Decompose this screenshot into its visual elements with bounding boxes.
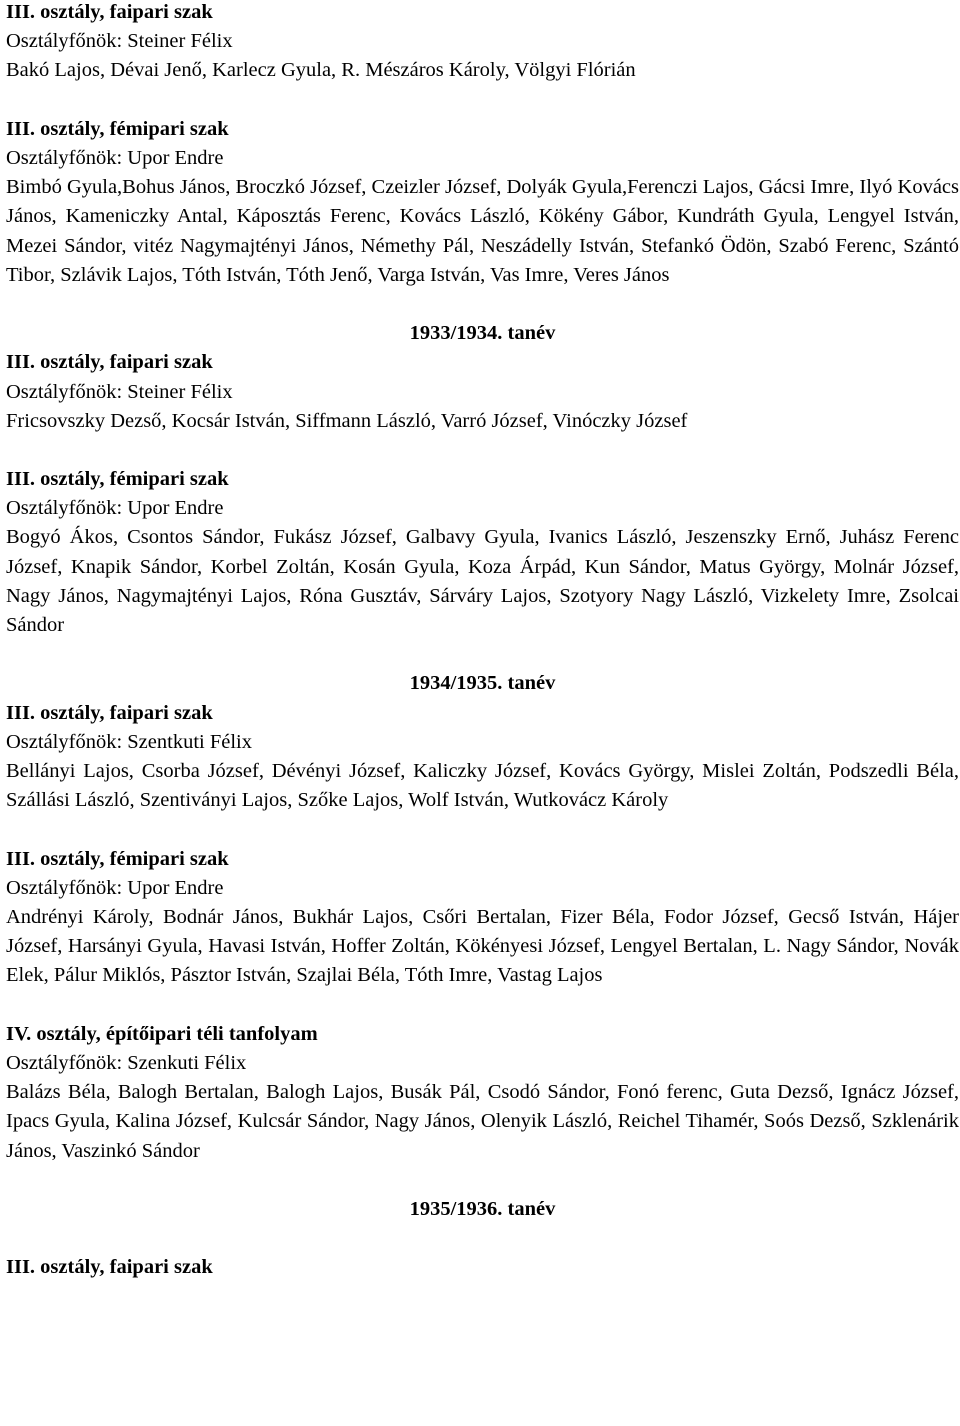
class-heading: III. osztály, faipari szak: [6, 1256, 213, 1279]
spacer: [6, 815, 959, 844]
student-list: Bimbó Gyula,Bohus János, Broczkó József, Czeizler József, Dolyák Gyula,Ferenczi Lajos, Gácsi Imre, Ilyó Kovács János, Kameniczky Antal, Káposztás Ferenc, Kovács László, Kökény Gábor, Kundráth Gyula, Lengyel István, Mezei Sándor, vitéz Nagymajtényi János, Némethy Pál, Neszádelly István, Stefankó Ödön, Szabó Ferenc, Szántó Tibor, Szlávik Lajos, Tóth István, Tóth Jenő, Varga István, Vas Imre, Veres János: [6, 176, 959, 286]
class-teacher: Osztályfőnök: Szentkuti Félix: [6, 730, 252, 753]
student-list: Fricsovszky Dezső, Kocsár István, Siffmann László, Varró József, Vinóczky József: [6, 409, 688, 432]
spacer: [6, 436, 959, 465]
class-heading: III. osztály, fémipari szak: [6, 117, 229, 140]
spacer: [6, 1224, 959, 1253]
spacer: [6, 640, 959, 669]
student-list: Bellányi Lajos, Csorba József, Dévényi József, Kaliczky József, Kovács György, Mislei Zoltán, Podszedli Béla, Szállási László, Szentiványi Lajos, Szőke Lajos, Wolf István, Wutkovácz Károly: [6, 760, 959, 812]
school-year-heading: 1933/1934. tanév: [409, 322, 556, 345]
class-section: [6, 0, 959, 86]
class-teacher: Osztályfőnök: Szenkuti Félix: [6, 1051, 247, 1074]
spacer: [6, 86, 959, 115]
class-heading: III. osztály, faipari szak: [6, 351, 213, 374]
school-year-heading: 1934/1935. tanév: [409, 672, 556, 695]
student-list: Balázs Béla, Balogh Bertalan, Balogh Lajos, Busák Pál, Csodó Sándor, Fonó ferenc, Guta Dezső, Ignácz József, Ipacs Gyula, Kalina József, Kulcsár Sándor, Nagy János, Olenyik László, Reichel Tihamér, Soós Dezső, Szklenárik János, Vaszinkó Sándor: [6, 1081, 959, 1162]
class-section: [6, 699, 959, 816]
class-section: [6, 348, 959, 436]
class-teacher: Osztályfőnök: Upor Endre: [6, 497, 224, 520]
spacer: [6, 991, 959, 1020]
class-teacher: Osztályfőnök: Upor Endre: [6, 876, 224, 899]
class-section: [6, 1253, 959, 1282]
class-heading: III. osztály, faipari szak: [6, 701, 213, 724]
class-heading: III. osztály, faipari szak: [6, 1, 213, 23]
class-section: [6, 465, 959, 640]
spacer: [6, 290, 959, 319]
class-teacher: Osztályfőnök: Steiner Félix: [6, 30, 233, 53]
class-section: [6, 115, 959, 290]
class-heading: III. osztály, fémipari szak: [6, 847, 229, 870]
class-section: [6, 1020, 959, 1166]
student-list: Bogyó Ákos, Csontos Sándor, Fukász József, Galbavy Gyula, Ivanics László, Jeszenszky Ernő, Juhász Ferenc József, Knapik Sándor, Korbel Zoltán, Kosán Gyula, Koza Árpád, Kun Sándor, Matus György, Molnár József, Nagy János, Nagymajtényi Lajos, Róna Gusztáv, Sárváry Lajos, Szotyory Nagy László, Vizkelety Imre, Zsolcai Sándor: [6, 526, 959, 637]
class-teacher: Osztályfőnök: Steiner Félix: [6, 380, 233, 403]
spacer: [6, 1166, 959, 1195]
class-heading: IV. osztály, építőipari téli tanfolyam: [6, 1022, 318, 1045]
student-list: Bakó Lajos, Dévai Jenő, Karlecz Gyula, R. Mészáros Károly, Völgyi Flórián: [6, 59, 636, 82]
document-page: [6, 0, 959, 1283]
student-list: Andrényi Károly, Bodnár János, Bukhár Lajos, Csőri Bertalan, Fizer Béla, Fodor József, Gecső István, Hájer József, Harsányi Gyula, Havasi István, Hoffer Zoltán, Kökényesi József, Lengyel Bertalan, L. Nagy Sándor, Novák Elek, Pálur Miklós, Pásztor István, Szajlai Béla, Tóth Imre, Vastag Lajos: [6, 906, 959, 987]
class-heading: III. osztály, fémipari szak: [6, 468, 229, 491]
school-year-heading: 1935/1936. tanév: [409, 1197, 556, 1220]
class-section: [6, 845, 959, 991]
class-teacher: Osztályfőnök: Upor Endre: [6, 146, 224, 169]
